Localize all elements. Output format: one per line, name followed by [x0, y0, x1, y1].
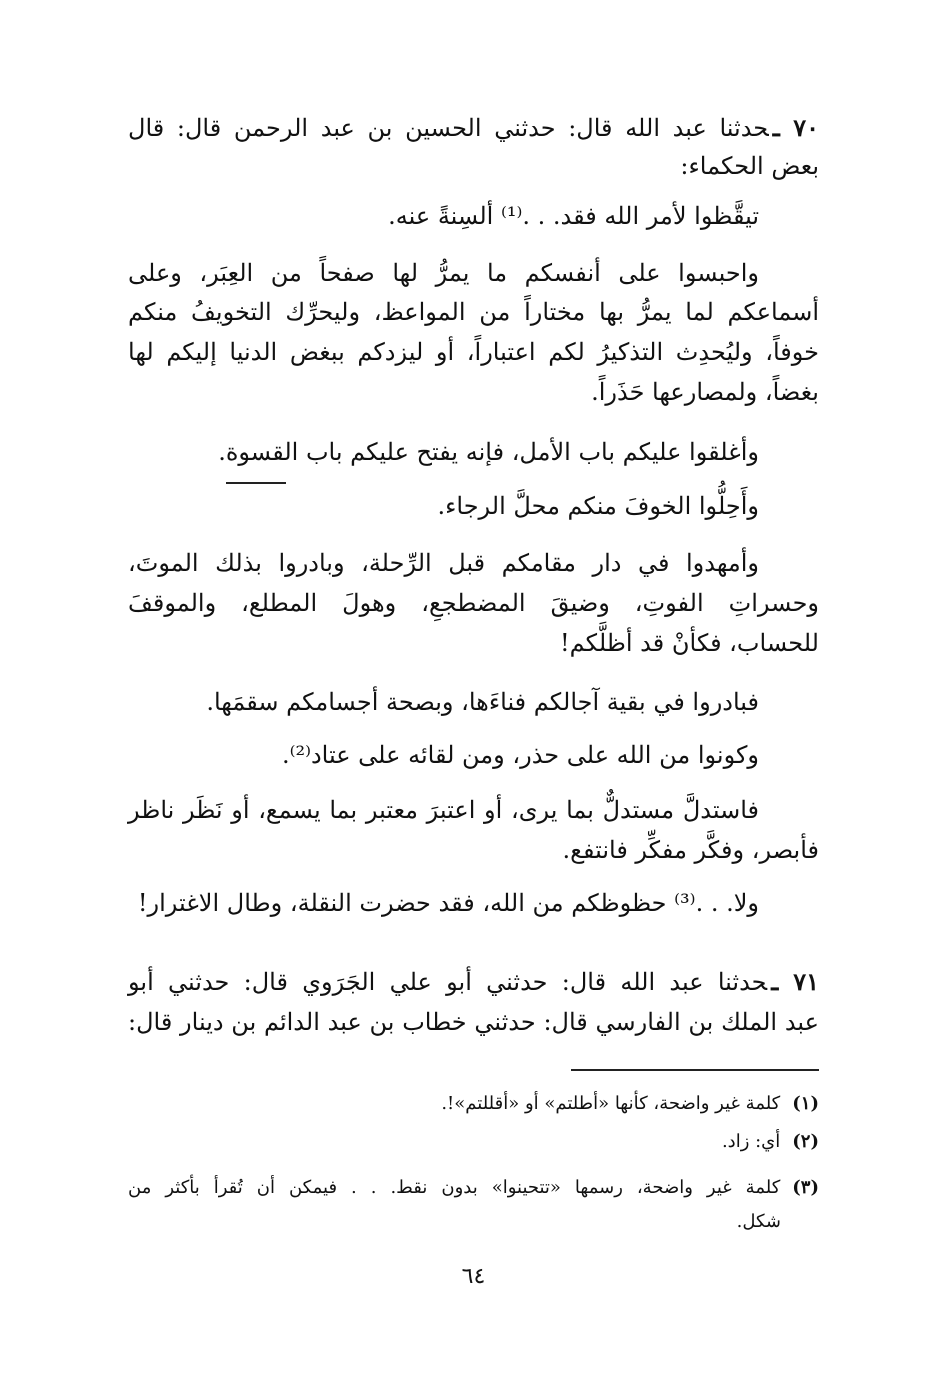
hadith-number-70: ٧٠ ـ [772, 113, 819, 142]
footnote-3-continuation: شكل. [736, 1211, 781, 1232]
footnote-2 [722, 1127, 819, 1157]
footnote-2-mark: (٢) [792, 1131, 819, 1152]
paragraph-hold-line-2: أسماعكم لما يمرُّ بها مختاراً من المواعظ، وليحرِّك التخويفُ منكم [128, 298, 819, 326]
paragraph-beware: وكونوا من الله على حذر، ومن لقائه على عتاد⁽²⁾. [281, 741, 759, 769]
paragraph-hold-line-1: واحبسوا على أنفسكم ما يمرُّ لها صفحاً من العِبَر، وعلى [128, 259, 759, 287]
paragraph-71-line-1: ٧١ ـحدثنا عبد الله قال: حدثني أبو علي الجَرَوي قال: حدثني أبو [128, 967, 819, 996]
paragraph-hasten: فبادروا في بقية آجالكم فناءَها، وبصحة أجسامكم سقمَها. [206, 688, 759, 716]
footnote-3 [128, 1173, 819, 1203]
paragraph-70-line-2: بعض الحكماء: [680, 152, 819, 180]
footnote-1-mark: (١) [792, 1093, 819, 1114]
paragraph-hold-line-4: بغضاً، ولمصارعها حَذَراً. [591, 378, 819, 406]
paragraph-70-line-1: ٧٠ ـحدثنا عبد الله قال: حدثني الحسين بن عبد الرحمن قال: قال [128, 113, 819, 142]
paragraph-place: وأَحِلُّوا الخوفَ منكم محلَّ الرجاء. [437, 492, 759, 520]
footnote-2-text: أي: زاد. [721, 1131, 781, 1152]
hadith-number-71: ٧١ ـ [771, 967, 819, 996]
footnote-separator [571, 1069, 819, 1071]
footnote-1 [441, 1089, 819, 1119]
paragraph-prepare-line-1: وأمهدوا في دار مقامكم قبل الرِّحلة، وبادروا بذلك الموتَ، [128, 549, 759, 577]
paragraph-71-line-2: عبد الملك بن الفارسي قال: حدثني خطاب بن عبد الدائم بن دينار قال: [128, 1008, 819, 1036]
underline-mark [226, 482, 286, 484]
paragraph-and: ولا. . .⁽³⁾ حظوظكم من الله، فقد حضرت النقلة، وطال الاغترار! [137, 889, 759, 917]
paragraph-prepare-line-2: وحسراتِ الفوتِ، وضيقَ المضطجعِ، وهولَ المطلع، والموقفَ [128, 589, 819, 617]
footnote-3-mark: (٣) [792, 1177, 819, 1198]
paragraph-close: وأغلقوا عليكم باب الأمل، فإنه يفتح عليكم باب القسوة. [218, 438, 759, 466]
footnote-1-text: كلمة غير واضحة، كأنها «أطلتم» أو «أقللتم»!. [441, 1093, 781, 1114]
page-number: ٦٤ [461, 1264, 486, 1289]
footnote-3-text: كلمة غير واضحة، رسمها «تتحينوا» بدون نقط. . . فيمكن أن تُقرأ بأكثر من [128, 1177, 781, 1198]
paragraph-infer-line-1: فاستدلَّ مستدلٌّ بما يرى، أو اعتبرَ معتبر بما يسمع، أو نَظَر ناظر [128, 796, 759, 824]
paragraph-wake: تيقَّظوا لأمر الله فقد. . .⁽¹⁾ ألسِنةً عنه. [388, 202, 759, 230]
paragraph-infer-line-2: فأبصر، وفكَّر مفكِّر فانتفع. [562, 836, 819, 864]
paragraph-prepare-line-3: للحساب، فكأنْ قد أظلَّكم! [559, 629, 819, 657]
paragraph-hold-line-3: خوفاً، وليُحدِث التذكيرُ لكم اعتباراً، أو ليزدكم ببغض الدنيا إليكم لها [128, 338, 819, 366]
